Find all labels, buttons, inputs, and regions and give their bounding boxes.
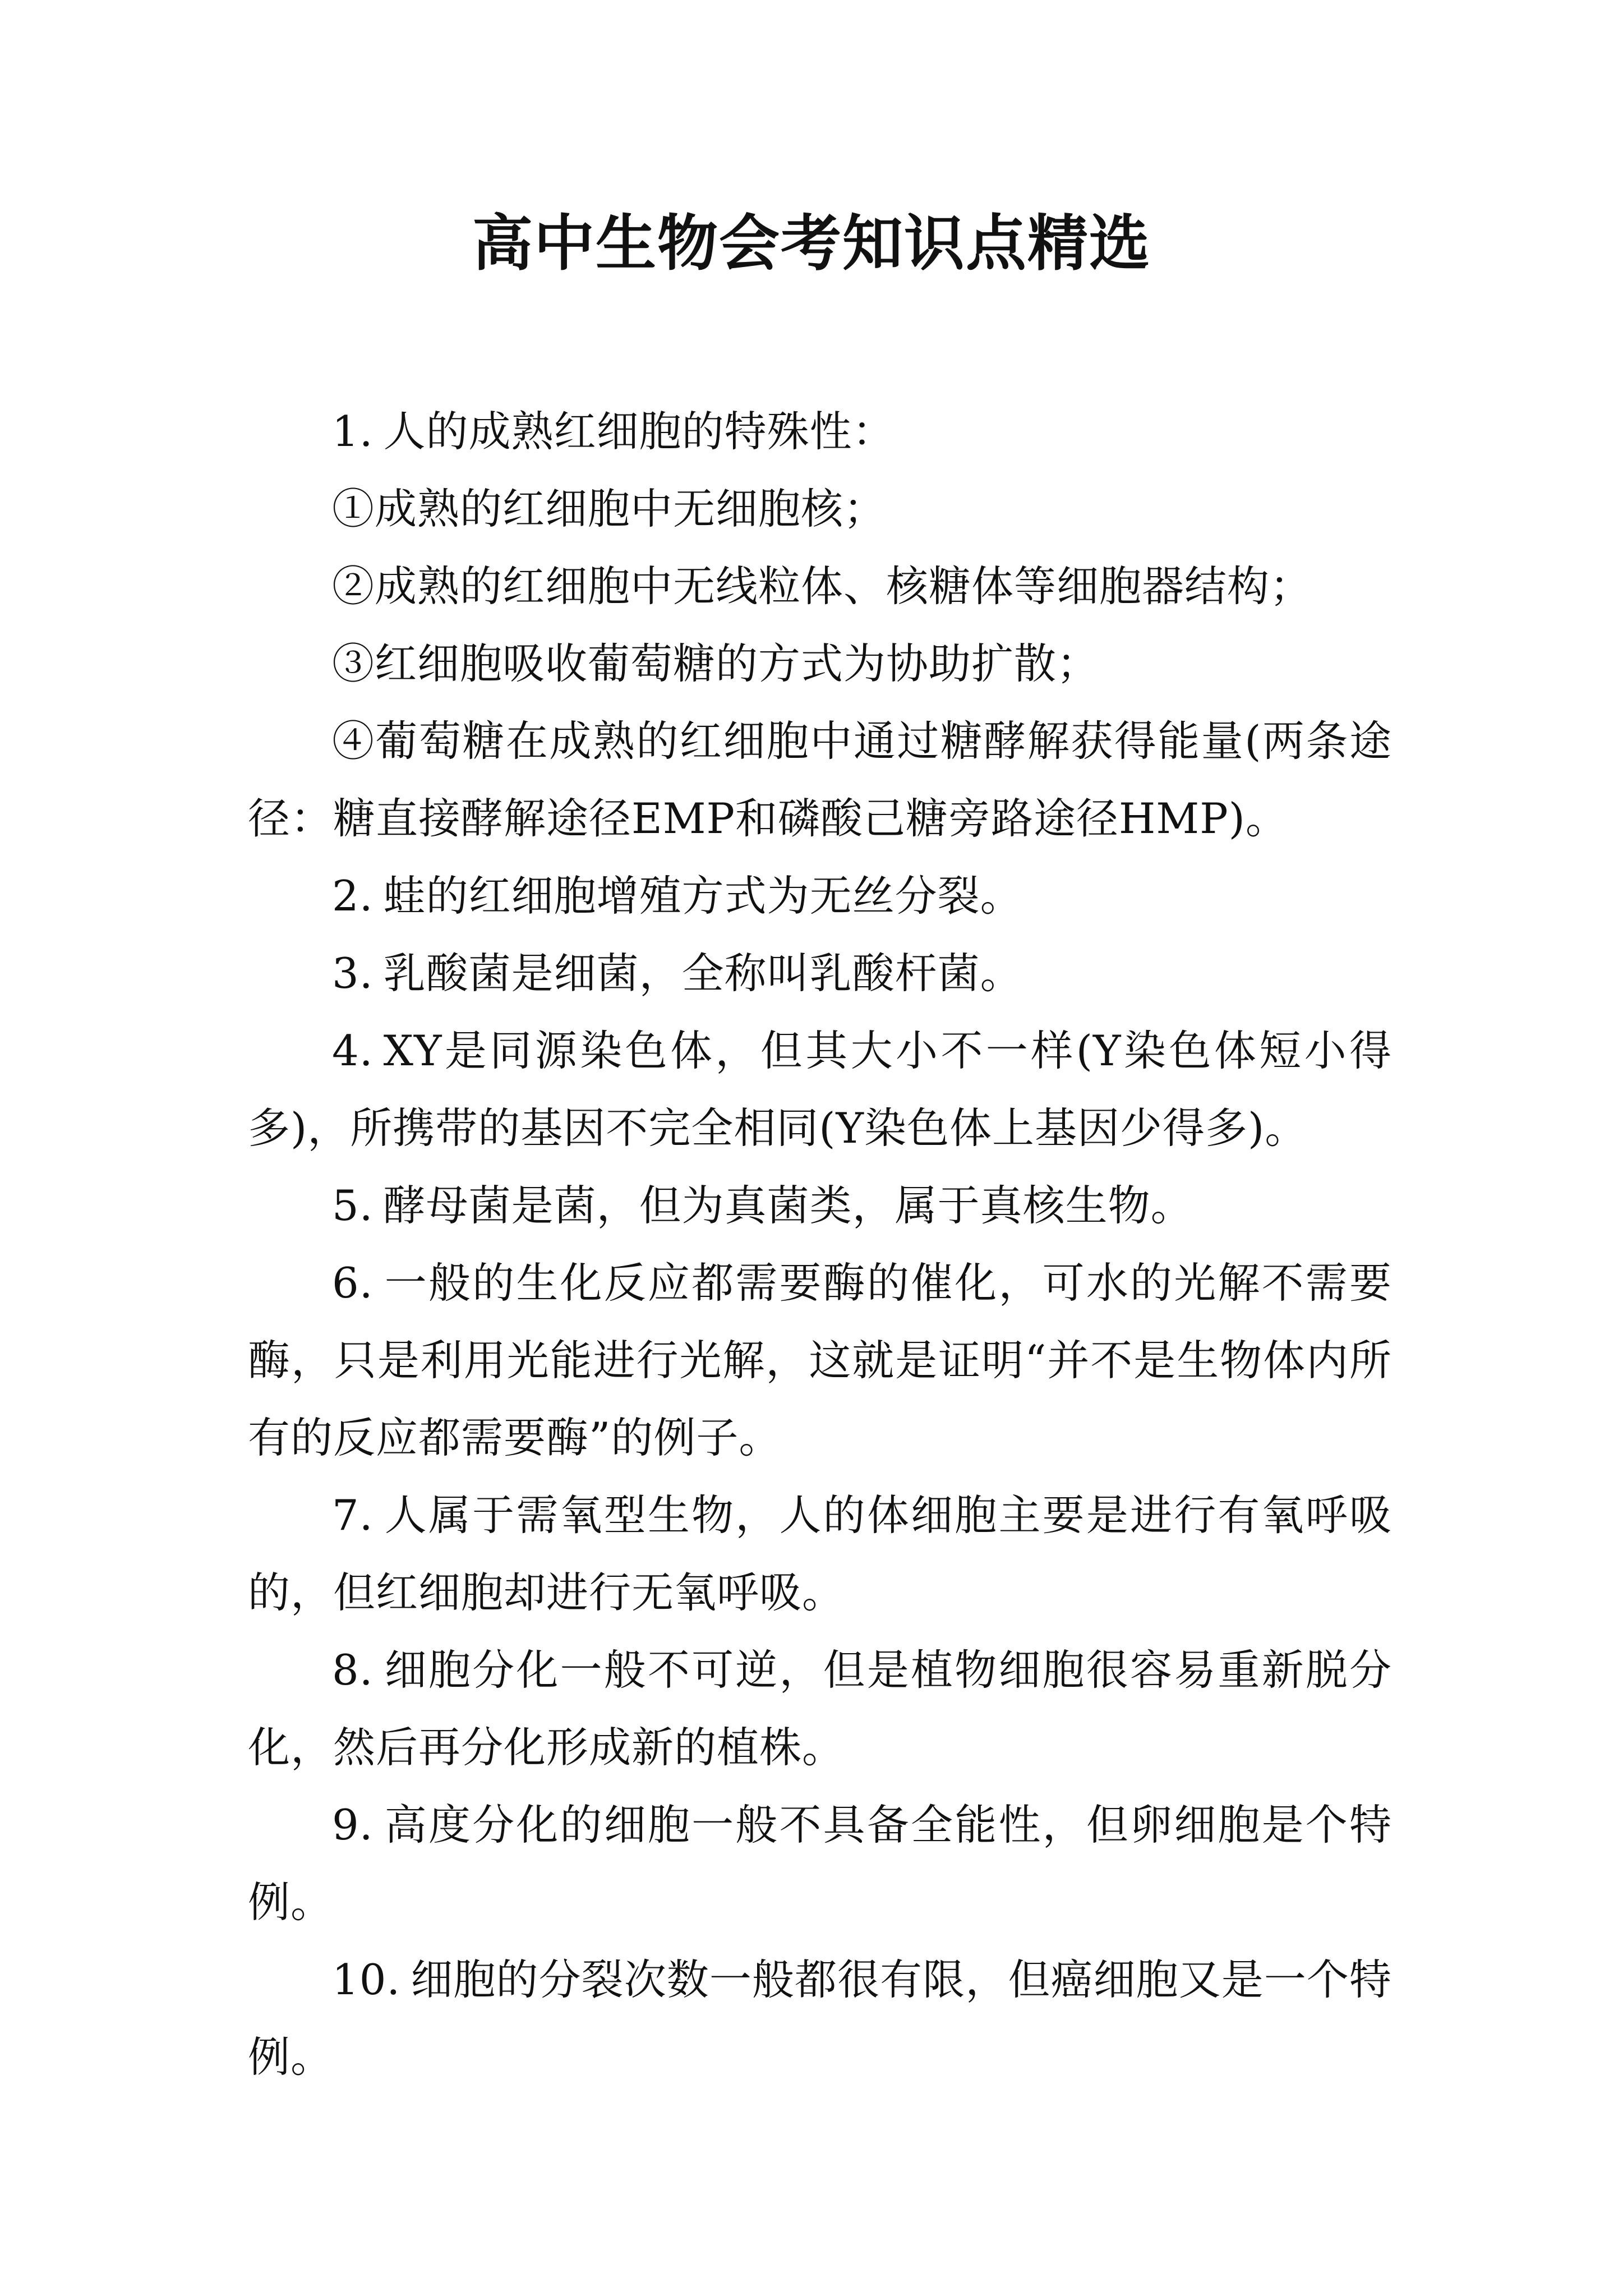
item-text: 人属于需氧型生物，人的体细胞主要是进行有氧呼吸的，但红细胞却进行无氧呼吸。	[248, 1490, 1392, 1617]
item-number: 7.	[332, 1490, 374, 1540]
item-text: 细胞的分裂次数一般都很有限，但癌细胞又是一个特例。	[248, 1955, 1392, 2082]
item-text: ②成熟的红细胞中无线粒体、核糖体等细胞器结构；	[332, 562, 1313, 611]
item-number: 5.	[332, 1181, 374, 1230]
item-7	[248, 1476, 1392, 1631]
item-3	[248, 935, 1392, 1012]
item-number: 1.	[332, 407, 374, 456]
item-text: 乳酸菌是细菌，全称叫乳酸杆菌。	[383, 949, 1023, 998]
item-text: 蛙的红细胞增殖方式为无丝分裂。	[383, 871, 1023, 921]
item-text: 细胞分化一般不可逆，但是植物细胞很容易重新脱分化，然后再分化形成新的植株。	[248, 1645, 1392, 1772]
item-text: 人的成熟红细胞的特殊性：	[383, 407, 895, 456]
item-text: ③红细胞吸收葡萄糖的方式为协助扩散；	[332, 639, 1100, 688]
item-number: 9.	[332, 1800, 374, 1849]
item-number: 6.	[332, 1258, 374, 1308]
item-number: 10.	[332, 1955, 401, 2004]
item-number: 3.	[332, 949, 374, 998]
item-4	[248, 1012, 1392, 1167]
item-text: ④葡萄糖在成熟的红细胞中通过糖酵解获得能量(两条途径：糖直接酵解途径EMP和磷酸己糖旁路途径HMP)。	[248, 716, 1392, 843]
item-5	[248, 1167, 1392, 1244]
item-number: 2.	[332, 871, 374, 921]
item-1-sub-1	[248, 470, 1392, 547]
item-2	[248, 857, 1392, 935]
item-10	[248, 1941, 1392, 2096]
item-text: 一般的生化反应都需要酶的催化，可水的光解不需要酶，只是利用光能进行光解，这就是证明“并不是生物体内所有的反应都需要酶”的例子。	[248, 1258, 1392, 1462]
item-text: ①成熟的红细胞中无细胞核；	[332, 484, 887, 533]
item-1	[248, 393, 1392, 470]
page-title: 高中生物会考知识点精选	[472, 209, 1151, 279]
item-number: 8.	[332, 1645, 374, 1695]
item-text: XY是同源染色体，但其大小不一样(Y染色体短小得多)，所携带的基因不完全相同(Y染色体上基因少得多)。	[248, 1026, 1392, 1153]
item-8	[248, 1631, 1392, 1786]
item-9	[248, 1786, 1392, 1941]
item-text: 高度分化的细胞一般不具备全能性，但卵细胞是个特例。	[248, 1800, 1392, 1927]
document-body	[248, 393, 1392, 2096]
item-1-sub-3	[248, 625, 1392, 702]
item-6	[248, 1244, 1392, 1476]
item-text: 酵母菌是菌，但为真菌类，属于真核生物。	[383, 1181, 1193, 1230]
item-1-sub-4	[248, 702, 1392, 857]
item-1-sub-2	[248, 547, 1392, 625]
item-number: 4.	[332, 1026, 374, 1075]
